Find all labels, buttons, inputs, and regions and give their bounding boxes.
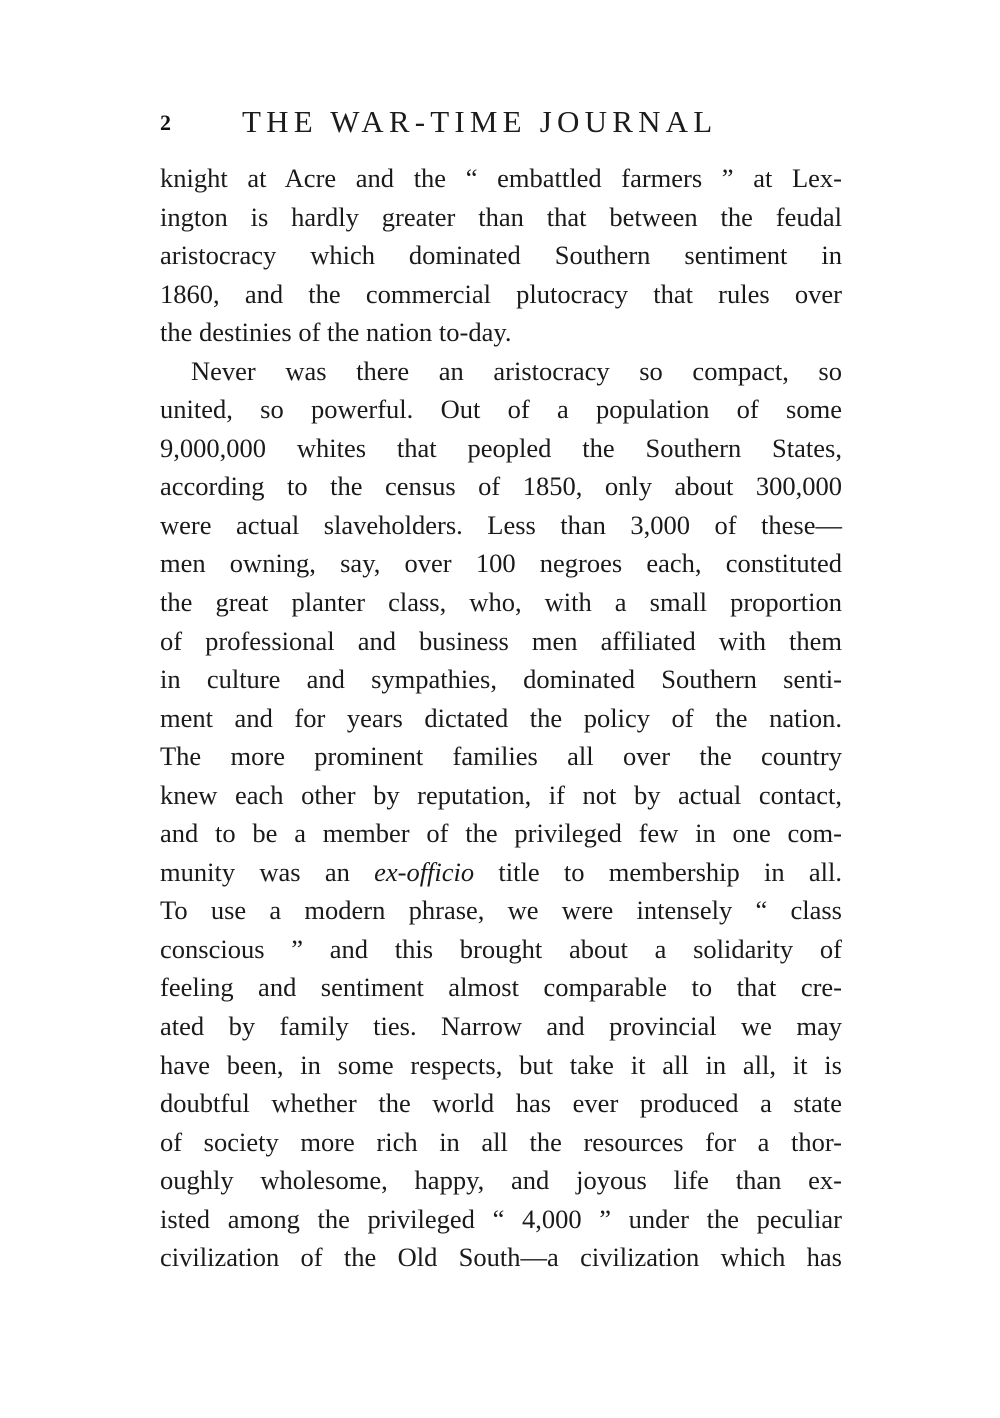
body-text bbox=[160, 159, 842, 1277]
text-line: knight at Acre and the “ embattled farmers ” at Lex- bbox=[160, 163, 842, 193]
text-line: have been, in some respects, but take it all in all, it is bbox=[160, 1049, 842, 1080]
text-line: oughly wholesome, happy, and joyous life than ex- bbox=[160, 1165, 842, 1196]
text-line: the great planter class, who, with a small proportion bbox=[160, 587, 842, 618]
text-line: doubtful whether the world has ever produced a state bbox=[160, 1088, 842, 1119]
text-line: civilization of the Old South—a civilization which has bbox=[160, 1242, 842, 1273]
text-line: aristocracy which dominated Southern sentiment in bbox=[160, 240, 842, 271]
text-line: knew each other by reputation, if not by actual contact, bbox=[160, 779, 842, 810]
text-line: of professional and business men affiliated with them bbox=[160, 625, 842, 656]
paragraph-2 bbox=[160, 352, 842, 1277]
text-line: in culture and sympathies, dominated Southern senti- bbox=[160, 664, 842, 695]
italic-term: ex-officio bbox=[374, 856, 475, 887]
text-line: ated by family ties. Narrow and provincial we may bbox=[160, 1011, 842, 1042]
text-line: isted among the privileged “ 4,000 ” under the peculiar bbox=[160, 1203, 842, 1234]
text-line: men owning, say, over 100 negroes each, constituted bbox=[160, 548, 842, 579]
text-line: 1860, and the commercial plutocracy that rules over bbox=[160, 278, 842, 309]
text-segment: title to membership in all. bbox=[474, 856, 842, 887]
text-line: the destinies of the nation to-day. bbox=[160, 317, 512, 348]
paragraph-1 bbox=[160, 159, 842, 352]
text-line: ment and for years dictated the policy of the nation. bbox=[160, 702, 842, 733]
running-title: THE WAR-TIME JOURNAL bbox=[242, 104, 718, 139]
text-line: To use a modern phrase, we were intensely “ class bbox=[160, 895, 842, 926]
running-head bbox=[160, 104, 842, 144]
text-line: conscious ” and this brought about a solidarity of bbox=[160, 933, 842, 964]
text-line: united, so powerful. Out of a population of some bbox=[160, 394, 842, 425]
text-line: The more prominent families all over the country bbox=[160, 741, 842, 772]
text-line: ington is hardly greater than that between the feudal bbox=[160, 201, 842, 232]
text-segment: munity was an bbox=[160, 856, 375, 887]
text-line: feeling and sentiment almost comparable to that cre- bbox=[160, 972, 842, 1003]
text-line: 9,000,000 whites that peopled the Southern States, bbox=[160, 432, 842, 463]
text-line: according to the census of 1850, only about 300,000 bbox=[160, 471, 842, 502]
text-line: and to be a member of the privileged few in one com- bbox=[160, 818, 842, 849]
page-number: 2 bbox=[160, 110, 171, 135]
text-line: were actual slaveholders. Less than 3,000 of these— bbox=[160, 509, 842, 540]
text-line: Never was there an aristocracy so compact, so bbox=[191, 355, 842, 386]
text-line-with-italic bbox=[160, 853, 842, 892]
text-line: of society more rich in all the resources for a thor- bbox=[160, 1126, 842, 1157]
